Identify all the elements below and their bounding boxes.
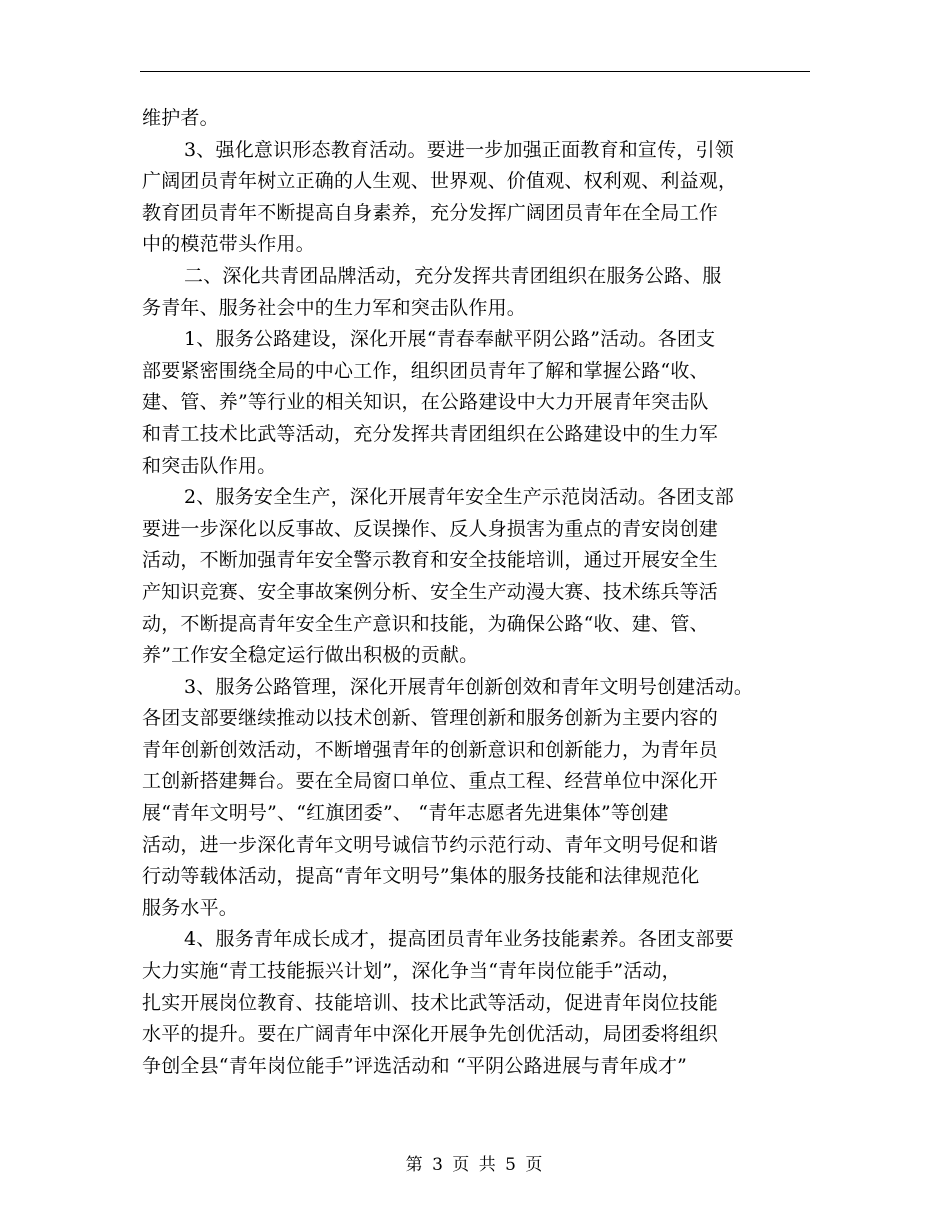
text-line: 3、强化意识形态教育活动。要进一步加强正面教育和宣传，引领 (184, 138, 734, 161)
text-line: 动，不断提高青年安全生产意识和技能，为确保公路“收、建、管、 (142, 612, 709, 635)
text-line: 和突击队作用。 (142, 454, 277, 477)
text-line: 2、服务安全生产，深化开展青年安全生产示范岗活动。各团支部 (184, 486, 734, 509)
text-line: 和青工技术比武等活动，充分发挥共青团组织在公路建设中的生力军 (142, 422, 719, 445)
text-line: 各团支部要继续推动以技术创新、管理创新和服务创新为主要内容的 (142, 707, 719, 730)
text-line: 争创全县“青年岗位能手”评选活动和 “平阴公路进展与青年成才” (142, 1054, 688, 1077)
text-line: 务青年、服务社会中的生力军和突击队作用。 (142, 296, 527, 319)
document-body (142, 103, 814, 1082)
text-line: 1、服务公路建设，深化开展“青春奉献平阴公路”活动。各团支 (184, 328, 716, 351)
text-line: 广阔团员青年树立正确的人生观、世界观、价值观、权利观、利益观， (142, 170, 738, 193)
page-footer: 第 3 页 共 5 页 (405, 1155, 545, 1175)
text-line: 大力实施“青工技能振兴计划”，深化争当“青年岗位能手”活动， (142, 960, 681, 983)
text-line: 部要紧密围绕全局的中心工作，组织团员青年了解和掌握公路“收、 (142, 359, 709, 382)
text-line: 4、服务青年成长成才，提高团员青年业务技能素养。各团支部要 (184, 928, 734, 951)
text-line: 扎实开展岗位教育、技能培训、技术比武等活动，促进青年岗位技能 (142, 991, 719, 1014)
text-line: 服务水平。 (142, 896, 239, 919)
text-line: 维护者。 (142, 107, 219, 129)
text-line: 水平的提升。要在广阔青年中深化开展争先创优活动，局团委将组织 (142, 1023, 719, 1046)
text-line: 活动，进一步深化青年文明号诚信节约示范行动、青年文明号促和谐 (142, 833, 719, 856)
text-line: 活动，不断加强青年安全警示教育和安全技能培训，通过开展安全生 (142, 549, 719, 572)
text-line: 青年创新创效活动，不断增强青年的创新意识和创新能力，为青年员 (142, 738, 719, 761)
header-rule (140, 71, 810, 72)
text-line: 二、深化共青团品牌活动，充分发挥共青团组织在服务公路、服 (184, 264, 722, 287)
text-line: 工创新搭建舞台。要在全局窗口单位、重点工程、经营单位中深化开 (142, 770, 719, 793)
text-line: 中的模范带头作用。 (142, 233, 315, 256)
text-line: 养”工作安全稳定运行做出积极的贡献。 (142, 644, 479, 667)
text-line: 教育团员青年不断提高自身素养，充分发挥广阔团员青年在全局工作 (142, 201, 719, 224)
text-line: 行动等载体活动，提高“青年文明号”集体的服务技能和法律规范化 (142, 865, 700, 888)
text-line: 产知识竞赛、安全事故案例分析、安全生产动漫大赛、技术练兵等活 (142, 580, 719, 603)
text-line: 要进一步深化以反事故、反误操作、反人身损害为重点的青安岗创建 (142, 517, 719, 540)
text-line: 展“青年文明号”、“红旗团委”、 “青年志愿者先进集体”等创建 (142, 802, 669, 825)
text-line: 建、管、养”等行业的相关知识，在公路建设中大力开展青年突击队 (142, 391, 709, 414)
text-line: 3、服务公路管理，深化开展青年创新创效和青年文明号创建活动。 (184, 675, 754, 698)
